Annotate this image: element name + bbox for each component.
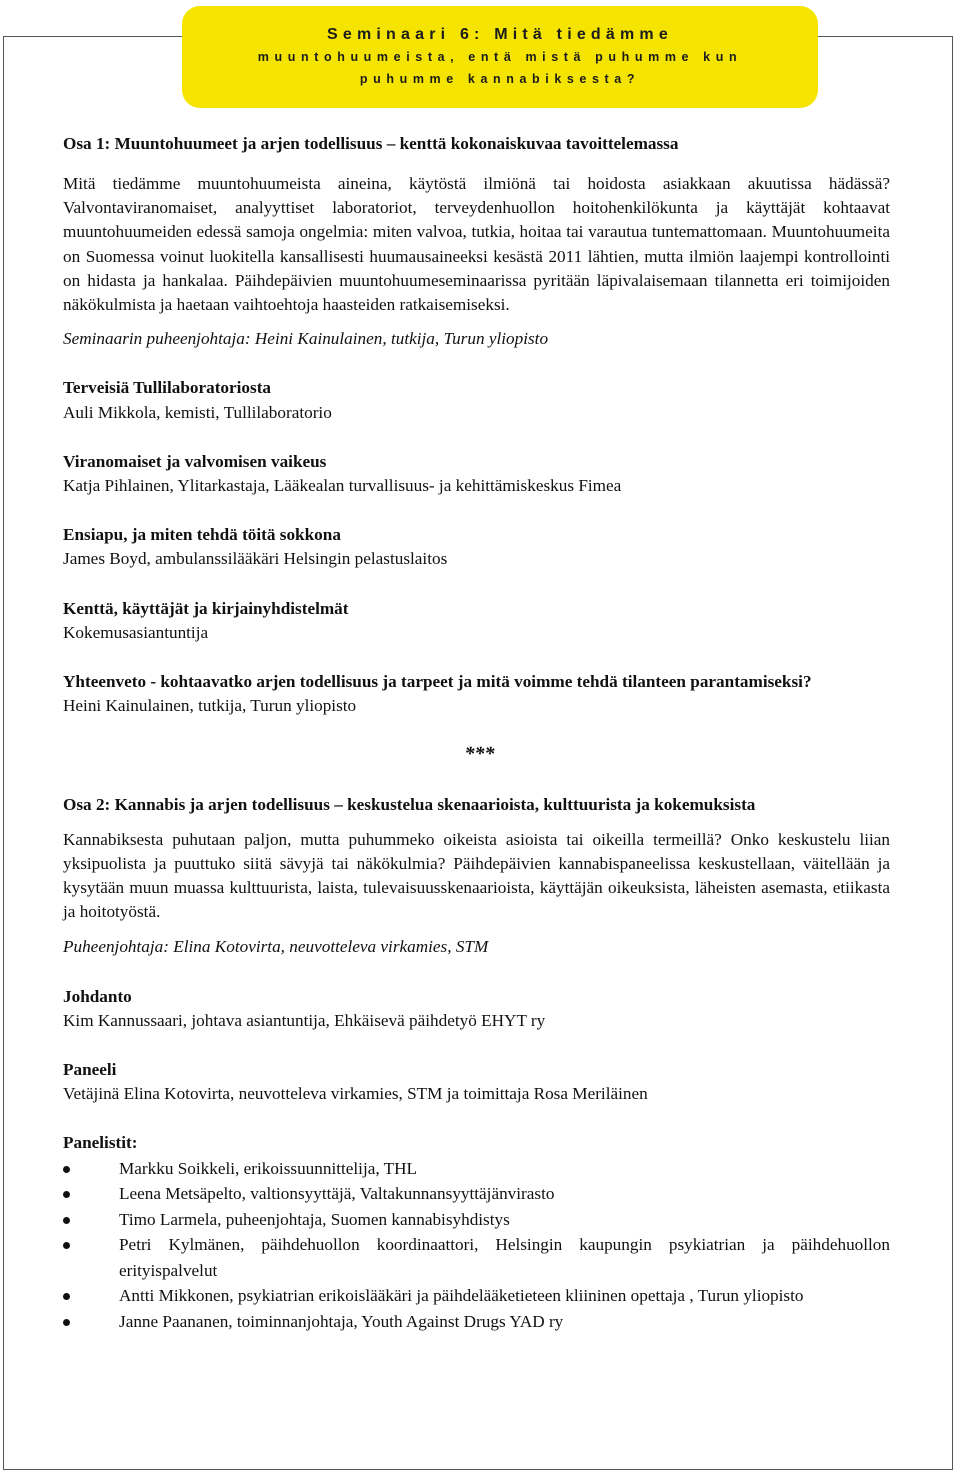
part1-heading: Osa 1: Muuntohuumeet ja arjen todellisuus – kenttä kokonaiskuvaa tavoittelemassa (63, 134, 679, 153)
program-item (63, 1058, 890, 1106)
list-item (63, 1181, 890, 1207)
item-speaker: Katja Pihlainen, Ylitarkastaja, Lääkealan turvallisuus- ja kehittämiskeskus Fimea (63, 476, 622, 496)
document-body (63, 132, 890, 1334)
panelist-text: Janne Paananen, toiminnanjohtaja, Youth Against Drugs YAD ry (119, 1311, 564, 1331)
bullet-icon (63, 1191, 70, 1198)
section-separator: *** (464, 743, 495, 766)
part1-chair: Seminaarin puheenjohtaja: Heini Kainulainen, tutkija, Turun yliopisto (63, 329, 549, 349)
item-title: Ensiapu, ja miten tehdä töitä sokkona (63, 525, 341, 545)
item-speaker: James Boyd, ambulanssilääkäri Helsingin pelastuslaitos (63, 549, 448, 569)
item-title: Yhteenveto - kohtaavatko arjen todellisuus ja tarpeet ja mitä voimme tehdä tilanteen parantamiseksi? (63, 672, 812, 692)
item-speaker: Kokemusasiantuntija (63, 622, 209, 642)
item-title: Viranomaiset ja valvomisen vaikeus (63, 451, 327, 471)
program-item (63, 985, 890, 1033)
bullet-icon (63, 1242, 70, 1249)
panelist-text: Leena Metsäpelto, valtionsyyttäjä, Valtakunnansyyttäjänvirasto (119, 1184, 555, 1204)
bullet-icon (63, 1166, 70, 1173)
panelist-text: Antti Mikkonen, psykiatrian erikoislääkäri ja päihdelääketieteen kliininen opettaja , Turun yliopisto (119, 1286, 804, 1306)
program-item (63, 670, 890, 718)
item-speaker: Vetäjinä Elina Kotovirta, neuvotteleva virkamies, STM ja toimittaja Rosa Meriläinen (63, 1084, 648, 1104)
program-item (63, 376, 890, 424)
item-title: Terveisiä Tullilaboratoriosta (63, 378, 272, 398)
list-item (63, 1156, 890, 1182)
panelists-list (63, 1156, 890, 1335)
part2-heading: Osa 2: Kannabis ja arjen todellisuus – keskustelua skenaarioista, kulttuurista ja kokemuksista (63, 794, 756, 814)
bullet-icon (63, 1293, 70, 1300)
item-speaker: Heini Kainulainen, tutkija, Turun yliopisto (63, 696, 357, 716)
title-banner (182, 6, 818, 108)
part2-intro: Kannabiksesta puhutaan paljon, mutta puhummeko oikeista asioista tai oikeilla termeillä? Onko keskustelu liian yksipuolista ja puuttuko siitä sävyjä tai näkökulmia? Päihdepäivien kannabispaneelissa keskustellaan, väitellään ja kysytään muun muassa kulttuurista, laista, tulevaisuusskenaarioista, käyttäjän oikeuksista, läheisten asemasta, etiikasta ja hoitotyöstä. (63, 829, 890, 922)
item-title: Johdanto (63, 986, 132, 1006)
program-item (63, 450, 890, 498)
banner-line-1: Seminaari 6: Mitä tiedämme (327, 26, 673, 43)
list-item (63, 1309, 890, 1335)
list-item (63, 1207, 890, 1233)
item-title: Paneeli (63, 1060, 117, 1080)
item-speaker: Auli Mikkola, kemisti, Tullilaboratorio (63, 402, 332, 422)
list-item (63, 1283, 890, 1309)
panelist-text: Timo Larmela, puheenjohtaja, Suomen kannabisyhdistys (119, 1209, 510, 1229)
panelist-text: Petri Kylmänen, päihdehuollon koordinaattori, Helsingin kaupungin psykiatrian ja päihdehuollon erityispalvelut (119, 1235, 890, 1280)
bullet-icon (63, 1319, 70, 1326)
list-item (63, 1232, 890, 1283)
banner-line-3: puhumme kannabiksesta? (359, 72, 641, 86)
panelists-title: Panelistit: (63, 1133, 138, 1153)
program-item (63, 597, 890, 645)
bullet-icon (63, 1217, 70, 1224)
item-title: Kenttä, käyttäjät ja kirjainyhdistelmät (63, 598, 349, 618)
panelist-text: Markku Soikkeli, erikoissuunnittelija, THL (119, 1158, 418, 1178)
part2-chair: Puheenjohtaja: Elina Kotovirta, neuvotteleva virkamies, STM (63, 937, 489, 957)
part1-intro: Mitä tiedämme muuntohuumeista aineina, käytöstä ilmiönä tai hoidosta asiakkaan akuutissa hädässä? Valvontaviranomaiset, analyyttiset laboratoriot, terveydenhuollon hoitohenkilökunta ja käyttäjät kohtaavat muuntohuumeiden edessä samoja ongelmia: miten valvoa, tutkia, hoitaa tai varautua tuntemattomaan. Muuntohuumeita on Suomessa voinut luokitella kansallisesti huumausaineeksi kesästä 2011 lähtien, mutta ilmiön laajempi kontrollointi on hidasta ja hankalaa. Päihdepäivien muuntohuumeseminaarissa pyritään läpivalaisemaan tilannetta eri toimijoiden näkökulmista ja haetaan vaihtoehtoja haasteiden ratkaisemiseksi. (63, 174, 890, 315)
banner-line-2: muuntohuumeista, entä mistä puhumme kun (257, 50, 743, 64)
item-speaker: Kim Kannussaari, johtava asiantuntija, Ehkäisevä päihdetyö EHYT ry (63, 1010, 546, 1030)
program-item (63, 523, 890, 571)
